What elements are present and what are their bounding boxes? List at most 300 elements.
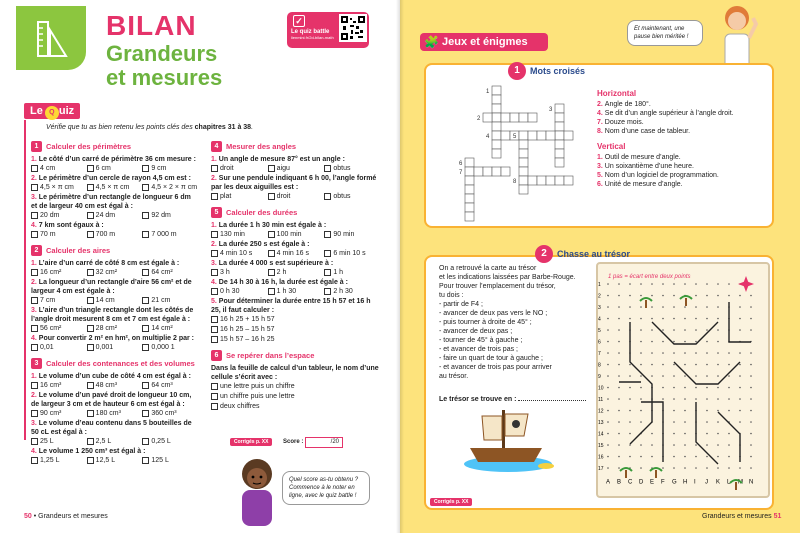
map-dot[interactable] (706, 352, 708, 354)
crossword-cell[interactable] (555, 104, 564, 113)
map-dot[interactable] (706, 375, 708, 377)
map-dot[interactable] (607, 283, 609, 285)
map-dot[interactable] (750, 306, 752, 308)
map-dot[interactable] (618, 467, 620, 469)
map-dot[interactable] (673, 410, 675, 412)
map-dot[interactable] (651, 295, 653, 297)
map-dot[interactable] (629, 456, 631, 458)
score-field[interactable]: Score : /20 (283, 437, 343, 448)
map-dot[interactable] (651, 318, 653, 320)
answer-checkbox[interactable]: 100 min (268, 230, 325, 239)
map-dot[interactable] (706, 456, 708, 458)
map-dot[interactable] (618, 410, 620, 412)
map-dot[interactable] (673, 295, 675, 297)
answer-checkbox[interactable]: 25 L (31, 437, 87, 446)
map-dot[interactable] (739, 364, 741, 366)
map-dot[interactable] (618, 295, 620, 297)
map-dot[interactable] (651, 352, 653, 354)
map-dot[interactable] (706, 398, 708, 400)
crossword-cell[interactable] (519, 167, 528, 176)
map-dot[interactable] (739, 318, 741, 320)
map-dot[interactable] (695, 341, 697, 343)
map-dot[interactable] (607, 456, 609, 458)
map-dot[interactable] (640, 410, 642, 412)
qr-code[interactable] (339, 14, 367, 42)
map-dot[interactable] (750, 410, 752, 412)
map-dot[interactable] (651, 375, 653, 377)
crossword-cell[interactable] (519, 140, 528, 149)
map-dot[interactable] (717, 375, 719, 377)
map-dot[interactable] (695, 329, 697, 331)
map-dot[interactable] (739, 352, 741, 354)
map-dot[interactable] (662, 387, 664, 389)
crossword-cell[interactable] (537, 131, 546, 140)
map-dot[interactable] (717, 318, 719, 320)
map-dot[interactable] (750, 433, 752, 435)
map-dot[interactable] (618, 421, 620, 423)
map-dot[interactable] (717, 467, 719, 469)
map-dot[interactable] (607, 398, 609, 400)
crossword-cell[interactable] (519, 158, 528, 167)
map-dot[interactable] (662, 295, 664, 297)
map-dot[interactable] (607, 364, 609, 366)
answer-checkbox[interactable]: 1 h (324, 268, 381, 277)
crossword-cell[interactable] (492, 113, 501, 122)
map-dot[interactable] (750, 375, 752, 377)
map-dot[interactable] (673, 352, 675, 354)
map-dot[interactable] (607, 387, 609, 389)
map-dot[interactable] (684, 398, 686, 400)
map-dot[interactable] (673, 444, 675, 446)
map-dot[interactable] (673, 306, 675, 308)
crossword-cell[interactable] (483, 113, 492, 122)
crossword-cell[interactable] (519, 176, 528, 185)
map-dot[interactable] (684, 364, 686, 366)
map-dot[interactable] (607, 318, 609, 320)
map-dot[interactable] (750, 352, 752, 354)
answer-checkbox[interactable]: 0,01 (31, 343, 87, 352)
map-dot[interactable] (640, 341, 642, 343)
map-dot[interactable] (640, 444, 642, 446)
map-dot[interactable] (618, 318, 620, 320)
answer-checkbox[interactable]: 0 h 30 (211, 287, 268, 296)
answer-checkbox[interactable]: 14 cm² (142, 324, 198, 333)
map-dot[interactable] (717, 364, 719, 366)
map-dot[interactable] (695, 318, 697, 320)
map-dot[interactable] (662, 352, 664, 354)
answer-checkbox[interactable]: 4,5 × 2 × π cm (142, 183, 198, 192)
map-dot[interactable] (673, 433, 675, 435)
answer-checkbox[interactable]: 2 h 30 (324, 287, 381, 296)
map-dot[interactable] (618, 456, 620, 458)
map-dot[interactable] (695, 375, 697, 377)
answer-checkbox[interactable]: 9 cm (142, 164, 198, 173)
crossword-cell[interactable] (528, 131, 537, 140)
map-dot[interactable] (706, 329, 708, 331)
crossword-cell[interactable] (492, 140, 501, 149)
map-dot[interactable] (640, 467, 642, 469)
crossword-cell[interactable] (465, 167, 474, 176)
map-dot[interactable] (618, 283, 620, 285)
map-dot[interactable] (618, 398, 620, 400)
map-dot[interactable] (684, 341, 686, 343)
map-dot[interactable] (739, 467, 741, 469)
answer-checkbox[interactable]: 7 cm (31, 296, 87, 305)
answer-checkbox[interactable]: 360 cm³ (142, 409, 198, 418)
crossword-cell[interactable] (465, 203, 474, 212)
map-dot[interactable] (662, 364, 664, 366)
answer-checkbox[interactable]: 28 cm² (87, 324, 143, 333)
map-dot[interactable] (629, 433, 631, 435)
answer-checkbox[interactable]: 64 cm³ (142, 381, 198, 390)
map-dot[interactable] (717, 421, 719, 423)
map-dot[interactable] (706, 433, 708, 435)
map-dot[interactable] (717, 398, 719, 400)
map-dot[interactable] (662, 306, 664, 308)
map-dot[interactable] (717, 456, 719, 458)
answer-checkbox[interactable]: plat (211, 192, 268, 201)
answer-checkbox[interactable]: 16 cm³ (31, 381, 87, 390)
crossword-cell[interactable] (465, 194, 474, 203)
map-dot[interactable] (618, 444, 620, 446)
crossword-cell[interactable] (492, 95, 501, 104)
map-dot[interactable] (684, 387, 686, 389)
map-dot[interactable] (607, 295, 609, 297)
map-dot[interactable] (607, 444, 609, 446)
map-dot[interactable] (717, 341, 719, 343)
crossword-cell[interactable] (555, 131, 564, 140)
crossword-cell[interactable] (465, 158, 474, 167)
answer-checkbox[interactable]: 4,5 × π cm (31, 183, 87, 192)
map-dot[interactable] (695, 467, 697, 469)
map-dot[interactable] (607, 341, 609, 343)
map-dot[interactable] (673, 467, 675, 469)
map-dot[interactable] (750, 329, 752, 331)
map-dot[interactable] (695, 295, 697, 297)
answer-checkbox[interactable]: 90 min (324, 230, 381, 239)
map-dot[interactable] (629, 295, 631, 297)
answer-checkbox[interactable]: 92 dm (142, 211, 198, 220)
map-dot[interactable] (662, 398, 664, 400)
map-dot[interactable] (717, 352, 719, 354)
map-dot[interactable] (739, 295, 741, 297)
map-dot[interactable] (618, 329, 620, 331)
map-dot[interactable] (651, 283, 653, 285)
map-dot[interactable] (728, 364, 730, 366)
map-dot[interactable] (739, 329, 741, 331)
map-dot[interactable] (640, 295, 642, 297)
map-dot[interactable] (673, 329, 675, 331)
answer-checkbox[interactable]: 70 m (31, 230, 87, 239)
map-dot[interactable] (739, 421, 741, 423)
map-dot[interactable] (607, 375, 609, 377)
answer-checkbox[interactable]: 2,5 L (87, 437, 143, 446)
map-dot[interactable] (684, 444, 686, 446)
crossword-cell[interactable] (546, 176, 555, 185)
map-dot[interactable] (640, 329, 642, 331)
map-dot[interactable] (618, 375, 620, 377)
map-dot[interactable] (728, 410, 730, 412)
map-dot[interactable] (739, 410, 741, 412)
map-dot[interactable] (717, 295, 719, 297)
map-dot[interactable] (640, 318, 642, 320)
map-dot[interactable] (706, 341, 708, 343)
map-dot[interactable] (662, 283, 664, 285)
map-dot[interactable] (607, 421, 609, 423)
map-dot[interactable] (629, 421, 631, 423)
answer-checkbox[interactable]: 56 cm² (31, 324, 87, 333)
crossword-cell[interactable] (492, 104, 501, 113)
answer-checkbox[interactable]: 0,001 (87, 343, 143, 352)
map-dot[interactable] (684, 318, 686, 320)
map-dot[interactable] (695, 456, 697, 458)
crossword-cell[interactable] (555, 176, 564, 185)
map-dot[interactable] (695, 444, 697, 446)
answer-checkbox[interactable]: 6 cm (87, 164, 143, 173)
answer-checkbox[interactable]: 32 cm² (87, 268, 143, 277)
answer-checkbox[interactable]: 125 L (142, 456, 198, 465)
answer-checkbox[interactable]: 4,5 × π cm (87, 183, 143, 192)
crossword-cell[interactable] (492, 167, 501, 176)
map-dot[interactable] (662, 341, 664, 343)
answer-checkbox[interactable]: deux chiffres (211, 402, 381, 411)
answer-checkbox[interactable]: 15 h 57 – 16 h 25 (211, 335, 381, 344)
map-dot[interactable] (629, 283, 631, 285)
map-dot[interactable] (651, 364, 653, 366)
map-dot[interactable] (673, 421, 675, 423)
map-dot[interactable] (662, 318, 664, 320)
map-dot[interactable] (684, 329, 686, 331)
map-dot[interactable] (695, 283, 697, 285)
crossword-cell[interactable] (528, 176, 537, 185)
crossword-cell[interactable] (519, 113, 528, 122)
crossword-cell[interactable] (492, 149, 501, 158)
map-dot[interactable] (717, 283, 719, 285)
crossword-cell[interactable] (501, 113, 510, 122)
map-dot[interactable] (750, 295, 752, 297)
map-dot[interactable] (717, 410, 719, 412)
map-dot[interactable] (706, 283, 708, 285)
crossword-cell[interactable] (519, 149, 528, 158)
map-dot[interactable] (717, 433, 719, 435)
crossword-cell[interactable] (492, 122, 501, 131)
crossword-cell[interactable] (555, 140, 564, 149)
map-dot[interactable] (640, 456, 642, 458)
answer-checkbox[interactable]: 16 h 25 + 15 h 57 (211, 315, 381, 324)
map-dot[interactable] (717, 329, 719, 331)
map-dot[interactable] (684, 306, 686, 308)
treasure-map-grid[interactable] (596, 262, 770, 498)
answer-checkbox[interactable]: 130 min (211, 230, 268, 239)
map-dot[interactable] (728, 467, 730, 469)
map-dot[interactable] (629, 398, 631, 400)
map-dot[interactable] (717, 444, 719, 446)
answer-checkbox[interactable]: 1 h 30 (268, 287, 325, 296)
answer-checkbox[interactable]: 1,25 L (31, 456, 87, 465)
answer-checkbox[interactable]: 90 cm³ (31, 409, 87, 418)
crossword-cell[interactable] (564, 131, 573, 140)
crossword-cell[interactable] (519, 185, 528, 194)
map-dot[interactable] (706, 410, 708, 412)
map-dot[interactable] (706, 467, 708, 469)
map-dot[interactable] (629, 364, 631, 366)
answer-checkbox[interactable]: droit (211, 164, 268, 173)
map-dot[interactable] (629, 306, 631, 308)
map-dot[interactable] (651, 341, 653, 343)
answer-checkbox[interactable]: 3 h (211, 268, 268, 277)
map-dot[interactable] (629, 387, 631, 389)
answer-checkbox[interactable]: 21 cm (142, 296, 198, 305)
answer-checkbox[interactable]: 700 m (87, 230, 143, 239)
map-dot[interactable] (640, 283, 642, 285)
map-dot[interactable] (673, 456, 675, 458)
map-dot[interactable] (618, 433, 620, 435)
crossword-cell[interactable] (546, 131, 555, 140)
crossword-cell[interactable] (501, 131, 510, 140)
crossword-cell[interactable] (555, 158, 564, 167)
map-dot[interactable] (684, 456, 686, 458)
map-dot[interactable] (706, 364, 708, 366)
map-dot[interactable] (673, 318, 675, 320)
map-dot[interactable] (640, 398, 642, 400)
map-dot[interactable] (607, 410, 609, 412)
crossword-cell[interactable] (564, 176, 573, 185)
map-dot[interactable] (750, 364, 752, 366)
map-dot[interactable] (607, 467, 609, 469)
answer-checkbox[interactable]: 16 h 25 – 15 h 57 (211, 325, 381, 334)
map-dot[interactable] (750, 318, 752, 320)
answer-checkbox[interactable]: 16 cm² (31, 268, 87, 277)
map-dot[interactable] (728, 295, 730, 297)
map-dot[interactable] (618, 341, 620, 343)
map-dot[interactable] (640, 352, 642, 354)
map-dot[interactable] (750, 444, 752, 446)
map-dot[interactable] (662, 375, 664, 377)
map-dot[interactable] (640, 387, 642, 389)
answer-checkbox[interactable]: 2 h (268, 268, 325, 277)
map-dot[interactable] (728, 444, 730, 446)
answer-checkbox[interactable]: une lettre puis un chiffre (211, 382, 381, 391)
answer-checkbox[interactable]: droit (268, 192, 325, 201)
map-dot[interactable] (607, 352, 609, 354)
map-dot[interactable] (695, 398, 697, 400)
map-dot[interactable] (706, 421, 708, 423)
map-dot[interactable] (728, 433, 730, 435)
map-dot[interactable] (651, 306, 653, 308)
map-dot[interactable] (640, 364, 642, 366)
map-dot[interactable] (728, 398, 730, 400)
crossword-cell[interactable] (528, 113, 537, 122)
map-dot[interactable] (706, 306, 708, 308)
map-dot[interactable] (684, 410, 686, 412)
map-dot[interactable] (662, 467, 664, 469)
treasure-answer[interactable]: Le trésor se trouve en : (439, 396, 586, 403)
map-dot[interactable] (695, 387, 697, 389)
map-dot[interactable] (662, 329, 664, 331)
answer-checkbox[interactable]: 14 cm (87, 296, 143, 305)
map-dot[interactable] (750, 398, 752, 400)
answer-checkbox[interactable]: 24 dm (87, 211, 143, 220)
crossword-cell[interactable] (483, 167, 492, 176)
map-dot[interactable] (618, 352, 620, 354)
map-dot[interactable] (607, 306, 609, 308)
answer-checkbox[interactable]: obtus (324, 164, 381, 173)
map-dot[interactable] (651, 433, 653, 435)
map-dot[interactable] (684, 433, 686, 435)
crossword-cell[interactable] (465, 185, 474, 194)
map-dot[interactable] (728, 283, 730, 285)
map-dot[interactable] (750, 387, 752, 389)
answer-checkbox[interactable]: 4 min 16 s (268, 249, 325, 258)
answer-checkbox[interactable]: obtus (324, 192, 381, 201)
answer-checkbox[interactable]: 7 000 m (142, 230, 198, 239)
map-dot[interactable] (739, 387, 741, 389)
map-dot[interactable] (695, 364, 697, 366)
answer-checkbox[interactable]: 48 cm³ (87, 381, 143, 390)
map-dot[interactable] (651, 444, 653, 446)
map-dot[interactable] (673, 364, 675, 366)
map-dot[interactable] (717, 306, 719, 308)
crossword-cell[interactable] (555, 113, 564, 122)
answer-checkbox[interactable]: 0,000 1 (142, 343, 198, 352)
crossword-cell[interactable] (555, 149, 564, 158)
crossword-cell[interactable] (465, 176, 474, 185)
map-dot[interactable] (695, 306, 697, 308)
map-dot[interactable] (684, 375, 686, 377)
map-dot[interactable] (750, 456, 752, 458)
answer-checkbox[interactable]: 0,25 L (142, 437, 198, 446)
map-dot[interactable] (750, 467, 752, 469)
map-dot[interactable] (684, 421, 686, 423)
map-dot[interactable] (728, 456, 730, 458)
crossword-cell[interactable] (474, 167, 483, 176)
map-dot[interactable] (750, 421, 752, 423)
map-dot[interactable] (607, 433, 609, 435)
map-dot[interactable] (618, 387, 620, 389)
answer-checkbox[interactable]: 4 cm (31, 164, 87, 173)
crossword-cell[interactable] (465, 212, 474, 221)
map-dot[interactable] (739, 375, 741, 377)
answer-checkbox[interactable]: 180 cm³ (87, 409, 143, 418)
map-dot[interactable] (673, 283, 675, 285)
answer-checkbox[interactable]: 20 dm (31, 211, 87, 220)
crossword-grid[interactable] (450, 84, 580, 224)
map-dot[interactable] (640, 375, 642, 377)
map-dot[interactable] (695, 352, 697, 354)
map-dot[interactable] (640, 306, 642, 308)
answer-checkbox[interactable]: 12,5 L (87, 456, 143, 465)
map-dot[interactable] (728, 375, 730, 377)
crossword-cell[interactable] (510, 113, 519, 122)
map-dot[interactable] (673, 398, 675, 400)
crossword-cell[interactable] (519, 131, 528, 140)
map-dot[interactable] (684, 283, 686, 285)
map-dot[interactable] (717, 387, 719, 389)
map-dot[interactable] (706, 387, 708, 389)
answer-checkbox[interactable]: aigu (268, 164, 325, 173)
crossword-cell[interactable] (555, 122, 564, 131)
map-dot[interactable] (673, 387, 675, 389)
map-dot[interactable] (684, 352, 686, 354)
answer-checkbox[interactable]: 64 cm² (142, 268, 198, 277)
crossword-cell[interactable] (537, 176, 546, 185)
map-dot[interactable] (706, 318, 708, 320)
map-dot[interactable] (629, 318, 631, 320)
map-dot[interactable] (684, 467, 686, 469)
map-dot[interactable] (651, 456, 653, 458)
map-dot[interactable] (673, 341, 675, 343)
quiz-battle-link[interactable]: ✓ Le quiz battle lienmini.fr/2d-bilan-math (287, 12, 369, 48)
